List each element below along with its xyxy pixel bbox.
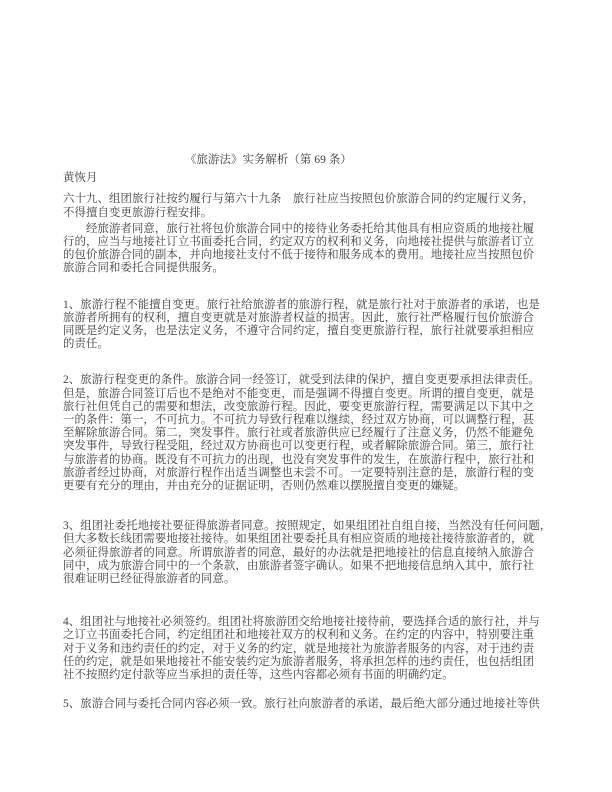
text-line: 不得擅自变更旅游行程安排。 <box>63 206 213 219</box>
paragraphs <box>63 193 555 711</box>
text-line: 4、组团社与地接社必须签约。组团社将旅游团交给地接社接待前，要选择合适的旅行社，并与 <box>63 616 540 629</box>
text-line: 但是，旅游合同签订后也不是绝对不能变更，而是强调不得擅自变更。所谓的擅自变更，就是 <box>63 387 535 400</box>
text-line: 任的约定，就是如果地接社不能安装约定为旅游者服务，将承担怎样的违约责任，也包括组团 <box>63 655 535 668</box>
paragraph <box>63 299 555 352</box>
text-line: 2、旅游行程变更的条件。旅游合同一经签订，就受到法律的保护，擅自变更要承担法律责任。 <box>63 374 540 387</box>
text-line: 一的条件：第一，不可抗力。不可抗力导致行程难以继续，经过双方协商，可以调整行程，甚 <box>63 414 535 427</box>
text-line: 与旅游者的协商。既没有不可抗力的出现，也没有突发事件的发生，在旅游行程中，旅行社和 <box>63 453 535 466</box>
text-line: 旅游者所拥有的权利，擅自变更就是对旅游者权益的损害。因此，旅行社严格履行包价旅游合 <box>63 311 535 324</box>
text-line: 旅游者经过协商，对旅游行程作出适当调整也未尝不可。一定要特别注意的是，旅游行程的变 <box>63 466 535 479</box>
text-line: 同中，成为旅游合同中的一个条款，由旅游者签字确认。如果不把地接信息纳入其中，旅行社 <box>63 559 535 572</box>
text-line: 六十九、组团旅行社按约履行与第六十九条 旅行社应当按照包价旅游合同的约定履行义务， <box>63 193 535 206</box>
text-line: 之订立书面委托合同，约定组团社和地接社双方的权利和义务。在约定的内容中，特别要注重 <box>63 629 535 642</box>
paragraph <box>63 616 555 682</box>
document-author: 黄恢月 <box>63 172 98 185</box>
text-line: 但大多数长线团需要地接社接待。如果组团社要委托具有相应资质的地接社接待旅游者的，就 <box>63 533 535 546</box>
text-line: 至解除旅游合同。第二，突发事件。旅行社或者旅游供应已经履行了注意义务，仍然不能避免 <box>63 427 535 440</box>
document-content <box>63 154 555 712</box>
text-line: 同既是约定义务，也是法定义务，不遵守合同约定，擅自变更旅游行程，旅行社就要承担相应 <box>63 325 535 338</box>
text-line: 经旅游者同意，旅行社将包价旅游合同中的接待业务委托给其他具有相应资质的地接社履 <box>63 222 535 235</box>
text-line: 旅游合同和委托合同提供服务。 <box>63 262 224 275</box>
text-line: 必须征得旅游者的同意。所谓旅游者的同意，最好的办法就是把地接社的信息直接纳入旅游合 <box>63 546 535 559</box>
text-line: 的责任。 <box>63 338 109 351</box>
text-line: 的包价旅游合同的副本，并向地接社支付不低于接待和服务成本的费用。地接社应当按照包价 <box>63 249 535 262</box>
paragraph <box>63 520 555 586</box>
text-line: 5、旅游合同与委托合同内容必须一致。旅行社向旅游者的承诺，最后绝大部分通过地接社等供 <box>63 698 540 711</box>
text-line: 行的，应当与地接社订立书面委托合同，约定双方的权利和义务，向地接社提供与旅游者订立 <box>63 236 535 249</box>
text-line: 1、旅游行程不能擅自变更。旅行社给旅游者的旅游行程，就是旅行社对于旅游者的承诺，也是 <box>63 298 540 311</box>
text-line: 旅行社但凭自己的需要和想法，改变旅游行程。因此，要变更旅游行程，需要满足以下其中之 <box>63 400 535 413</box>
text-line: 3、组团社委托地接社要征得旅游者同意。按照规定，如果组团社自组自接，当然没有任何问题， <box>63 520 552 533</box>
document-title: 《旅游法》实务解析（第 69 条） <box>185 154 352 166</box>
text-line: 更要有充分的理由，并由充分的证据证明，否则仍然难以摆脱擅自变更的嫌疑。 <box>63 480 466 493</box>
paragraph <box>63 223 555 276</box>
paragraph <box>63 374 555 493</box>
text-line: 社不按照约定付款等应当承担的责任等，这些内容都必须有书面的明确约定。 <box>63 669 454 682</box>
text-line: 突发事件，导致行程受阻，经过双方协商也可以变更行程，或者解除旅游合同。第三，旅行社 <box>63 440 535 453</box>
paragraph <box>63 698 555 711</box>
paragraph <box>63 193 555 219</box>
text-line: 很难证明已经征得旅游者的同意。 <box>63 573 236 586</box>
text-line: 对于义务和违约责任的约定，对于义务的约定，就是地接社为旅游者服务的内容，对于违约责 <box>63 642 535 655</box>
